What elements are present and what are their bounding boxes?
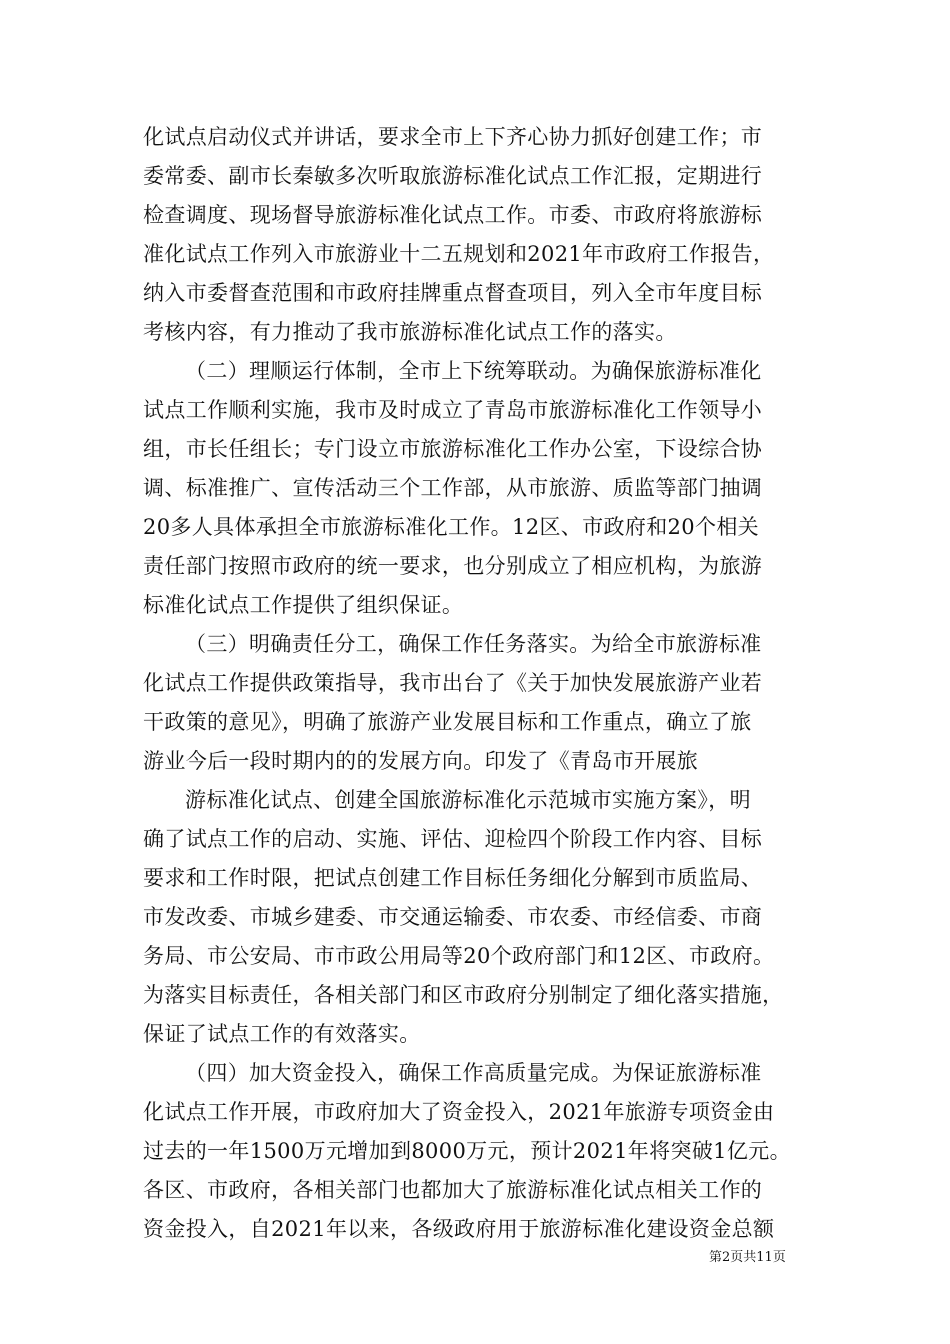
text-line: 化试点工作提供政策指导，我市出台了《关于加快发展旅游产业若	[143, 671, 763, 695]
body-text	[143, 118, 823, 1249]
text-line: 考核内容，有力推动了我市旅游标准化试点工作的落实。	[143, 320, 677, 344]
paragraph-start-line: 游标准化试点、创建全国旅游标准化示范城市实施方案》，明	[185, 788, 751, 812]
text-line: 过去的一年1500万元增加到8000万元，预计2021年将突破1亿元。	[143, 1139, 791, 1163]
text-line: 要求和工作时限，把试点创建工作目标任务细化分解到市质监局、	[143, 866, 763, 890]
paragraph-heading-line: （二）理顺运行体制，全市上下统筹联动。为确保旅游标准化	[185, 359, 762, 383]
text-line: 调、标准推广、宣传活动三个工作部，从市旅游、质监等部门抽调	[143, 476, 763, 500]
text-line: 市发改委、市城乡建委、市交通运输委、市农委、市经信委、市商	[143, 905, 763, 929]
text-line: 确了试点工作的启动、实施、评估、迎检四个阶段工作内容、目标	[143, 827, 763, 851]
text-line: 准化试点工作列入市旅游业十二五规划和2021年市政府工作报告，	[143, 242, 775, 266]
page-number-footer: 第2页共11页	[709, 1250, 786, 1265]
text-line: 试点工作顺利实施，我市及时成立了青岛市旅游标准化工作领导小	[143, 398, 763, 422]
text-line: 化试点启动仪式并讲话，要求全市上下齐心协力抓好创建工作；市	[143, 125, 763, 149]
text-line: 化试点工作开展，市政府加大了资金投入，2021年旅游专项资金由	[143, 1100, 775, 1124]
text-line: 游业今后一段时期内的的发展方向。印发了《青岛市开展旅	[143, 749, 699, 773]
paragraph-heading-line: （四）加大资金投入，确保工作高质量完成。为保证旅游标准	[185, 1061, 762, 1085]
text-line: 委常委、副市长秦敏多次听取旅游标准化试点工作汇报，定期进行	[143, 164, 763, 188]
text-line: 资金投入，自2021年以来，各级政府用于旅游标准化建设资金总额	[143, 1217, 775, 1241]
text-line: 责任部门按照市政府的统一要求，也分别成立了相应机构，为旅游	[143, 554, 763, 578]
text-line: 保证了试点工作的有效落实。	[143, 1022, 421, 1046]
text-line: 检查调度、现场督导旅游标准化试点工作。市委、市政府将旅游标	[143, 203, 763, 227]
text-line: 20多人具体承担全市旅游标准化工作。12区、市政府和20个相关	[143, 515, 760, 539]
text-line: 纳入市委督查范围和市政府挂牌重点督查项目，列入全市年度目标	[143, 281, 763, 305]
text-line: 务局、市公安局、市市政公用局等20个政府部门和12区、市政府。	[143, 944, 775, 968]
text-line: 为落实目标责任，各相关部门和区市政府分别制定了细化落实措施，	[143, 983, 784, 1007]
text-line: 组，市长任组长；专门设立市旅游标准化工作办公室，下设综合协	[143, 437, 763, 461]
text-line: 干政策的意见》，明确了旅游产业发展目标和工作重点，确立了旅	[143, 710, 752, 734]
text-line: 标准化试点工作提供了组织保证。	[143, 593, 464, 617]
text-line: 各区、市政府，各相关部门也都加大了旅游标准化试点相关工作的	[143, 1178, 763, 1202]
paragraph-heading-line: （三）明确责任分工，确保工作任务落实。为给全市旅游标准	[185, 632, 762, 656]
